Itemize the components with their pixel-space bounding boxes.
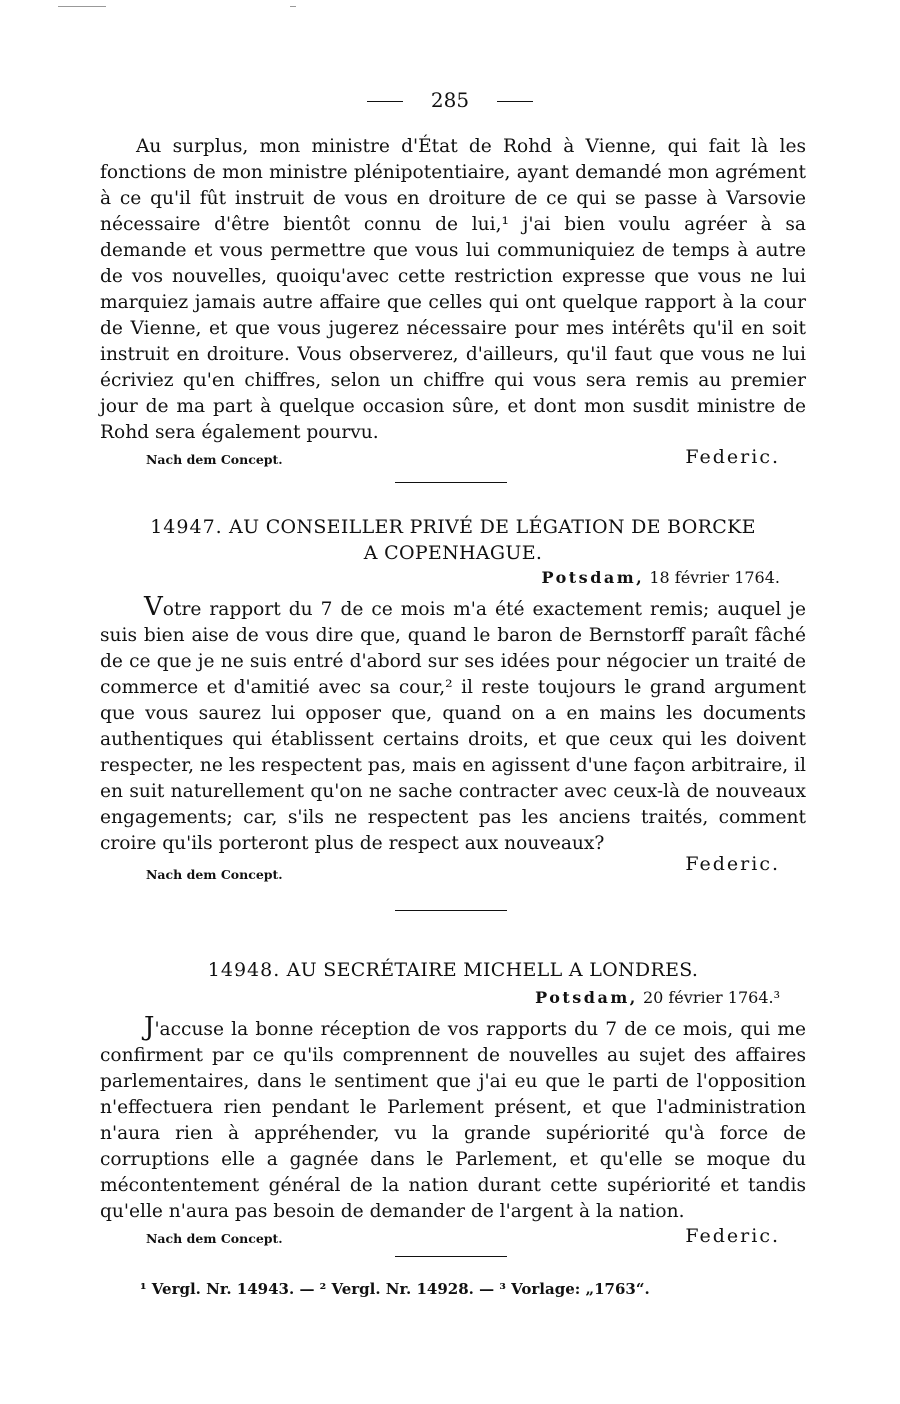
page-number: 285 — [430, 88, 470, 112]
letter-place: Potsdam, — [541, 568, 645, 587]
drop-cap: J — [144, 1012, 155, 1042]
letter-date: 18 février 1764. — [649, 568, 780, 587]
letter-dateline — [535, 988, 780, 1007]
signature: Federic. — [685, 1225, 780, 1247]
letter-dateline — [542, 568, 780, 587]
letter-title-line — [100, 514, 806, 540]
letter-body-block — [100, 1014, 806, 1251]
section-divider — [395, 482, 507, 483]
signature-row — [100, 446, 806, 472]
letter-title-line2: A COPENHAGUE. — [363, 542, 543, 564]
letter-text: otre rapport du 7 de ce mois m'a été exactement remis; auquel je suis bien aise de vous dire que, quand le baron de Bernstorff paraît fâché de ce que je ne suis entré d'abord sur ses idées pour négocier un traité de commerce et d'amitié avec sa cour,² il reste toujours le grand argument que vous saurez lui opposer que, quand on a en mains les documents authentiques qui établissent certains droits, et que ceux qui les doivent respecter, ne les respectent pas, mais en agissent d'une façon arbitraire, il en suit naturellement qu'on ne sache contracter avec ceux-là de nouveaux engagements; car, s'ils ne respectent pas les anciens traités, comment croire qu'ils porteront plus de respect aux nouveaux? — [100, 599, 806, 854]
letter-recipient: AU SECRÉTAIRE MICHELL A LONDRES. — [286, 959, 699, 981]
continuation-letter — [100, 134, 806, 472]
header-dash-left — [367, 101, 403, 102]
header-dash-right — [497, 101, 533, 102]
scan-edge-mark — [58, 6, 106, 7]
letter-body — [100, 1014, 806, 1225]
drop-cap: V — [144, 592, 163, 622]
source-note: Nach dem Concept. — [146, 867, 283, 882]
source-note: Nach dem Concept. — [146, 1231, 283, 1246]
scan-edge-mark — [290, 6, 296, 7]
letter-heading — [100, 957, 806, 983]
letter-body — [100, 594, 806, 857]
continuation-body: Au surplus, mon ministre d'État de Rohd à Vienne, qui fait là les fonctions de mon ministre plénipotentiaire, ayant demandé mon agrément à ce qu'il fût instruit de vous en droiture de ce qui se passe à Varsovie nécessaire d'être bientôt connu de lui,¹ j'ai bien voulu agréer à sa demande et vous permettre que vous lui communiquiez de temps à autre de vos nouvelles, quoiqu'avec cette restriction expresse que vous ne lui marquiez jamais autre affaire que celles qui ont quelque rapport à la cour de Vienne, et que vous jugerez nécessaire pour mes intérêts qu'il en soit instruit en droiture. Vous observerez, d'ailleurs, qu'il faut que vous ne lui écriviez qu'en chiffres, selon un chiffre qui vous sera remis au premier jour de ma part à quelque occasion sûre, et dont mon susdit ministre de Rohd sera également pourvu. — [100, 136, 806, 443]
footnotes: ¹ Vergl. Nr. 14943. — ² Vergl. Nr. 14928. — ³ Vorlage: „1763“. — [140, 1280, 650, 1298]
letter-number: 14948. — [207, 959, 281, 981]
letter-number: 14947. — [150, 516, 223, 538]
letter-date: 20 février 1764.³ — [642, 988, 780, 1007]
letter-heading — [100, 514, 806, 566]
signature-row — [100, 1225, 806, 1251]
signature: Federic. — [685, 446, 780, 468]
letter-place: Potsdam, — [535, 988, 638, 1007]
section-divider — [395, 910, 507, 911]
source-note: Nach dem Concept. — [146, 452, 283, 467]
letter-text: 'accuse la bonne réception de vos rapports du 7 de ce mois, qui me confirment par ce qu'ils comprennent de nouvelles au sujet des affaires parlementaires, dans le sentiment que j'ai eu que le parti de l'opposition n'effectuera rien pendant le Parlement présent, et que l'administration n'aura rien à appréhender, vu la grande supériorité qu'à force de corruptions elle a gagnée dans le Parlement, et qu'elle se moque du mécontentement général de la nation durant cette supériorité et tandis qu'elle n'aura pas besoin de demander de l'argent à la nation. — [100, 1019, 806, 1222]
letter-body-block — [100, 594, 806, 883]
page-header — [0, 88, 900, 112]
signature-row — [100, 849, 806, 883]
letter-recipient: AU CONSEILLER PRIVÉ DE LÉGATION DE BORCKE — [229, 516, 756, 538]
signature: Federic. — [685, 853, 780, 875]
section-divider — [395, 1256, 507, 1257]
